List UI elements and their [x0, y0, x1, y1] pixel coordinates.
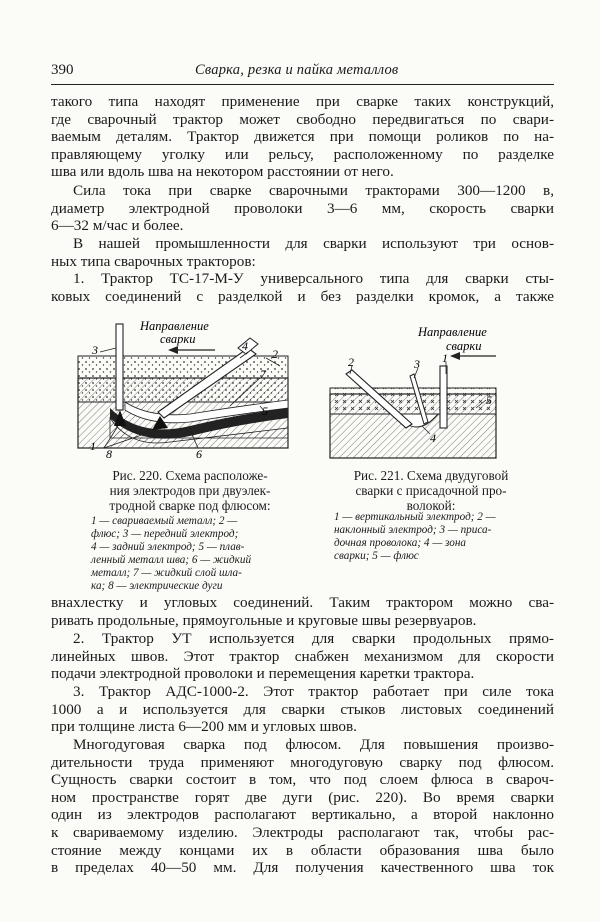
- page-number: 390: [51, 62, 74, 78]
- callout-number: 3: [414, 357, 420, 371]
- direction-label: сварки: [446, 339, 482, 353]
- front-electrode: [116, 324, 123, 410]
- direction-label: Направление: [140, 319, 209, 333]
- paragraph-3: [51, 235, 554, 270]
- paragraph-8: [51, 736, 554, 877]
- text-line: ном пространстве горят две дуги (рис. 220). Во время сварки: [51, 788, 554, 806]
- text-line: 2. Трактор УТ используется для сварки продольных прямо-: [73, 630, 554, 647]
- text-line: ных типа сварочных тракторов:: [51, 252, 256, 270]
- rear-electrode-holder: [238, 338, 258, 354]
- text-line: внахлестку и угловых соединений. Таким трактором можно сва-: [51, 594, 554, 611]
- text-line: при толщине листа 6—200 мм и угловых швов.: [51, 718, 357, 736]
- flux-layer: [330, 388, 496, 414]
- text-line: стояние между концами их в области образования шва было: [51, 841, 554, 859]
- header-rule: [51, 84, 554, 85]
- text-line: В нашей промышленности для сварки используют три основ-: [73, 235, 554, 252]
- text-line: ваемым деталям. Трактор движется при помощи роликов по на-: [51, 128, 554, 146]
- text-line: к свариваемому изделию. Электроды располагают так, чтобы рас-: [51, 823, 554, 841]
- callout-number: 6: [196, 447, 202, 458]
- callout-number: 2: [272, 347, 278, 361]
- paragraph-5: [51, 594, 554, 629]
- callout-number: 4: [430, 431, 436, 445]
- text-line: дительности труда применяют многодуговую сварку под флюсом.: [51, 753, 554, 771]
- text-line: 1000 а и используется для сварки стыков листовых соединений: [51, 700, 554, 718]
- text-line: один из электродов располагают вертикально, а второй наклонно: [51, 806, 554, 824]
- direction-arrowhead: [168, 346, 178, 354]
- text-line: линейных швов. Этот трактор снабжен механизмом для скорости: [51, 647, 554, 665]
- callout-number: 1: [442, 351, 448, 365]
- callout-number: 8: [106, 447, 112, 458]
- figure-221-diagram: [326, 322, 516, 460]
- callout-number: 1: [90, 439, 96, 453]
- text-line: подачи электродной проволоки и перемещения каретки трактора.: [51, 665, 475, 683]
- direction-label: сварки: [160, 332, 196, 346]
- text-line: Многодуговая сварка под флюсом. Для повышения произво-: [73, 736, 554, 753]
- text-line: 6—32 м/час и более.: [51, 217, 184, 235]
- paragraph-6: [51, 630, 554, 683]
- callout-number: 5: [486, 393, 492, 407]
- text-line: правляющему уголку или рельсу, расположенному по разделке: [51, 145, 554, 163]
- figure-220-diagram: [70, 318, 310, 458]
- vertical-electrode: [440, 366, 447, 428]
- callout-number: 4: [242, 339, 248, 353]
- text-line: 1. Трактор ТС-17-М-У универсального типа для сварки сты-: [73, 270, 554, 287]
- figure-220-caption: Рис. 220. Схема расположе- ния электродов при двуэлек- тродной сварке под флюсом:: [109, 468, 271, 514]
- text-line: шва или вдоль шва на некотором расстоянии от него.: [51, 163, 394, 181]
- text-line: 3. Трактор АДС-1000-2. Этот трактор работает при силе тока: [73, 683, 554, 700]
- paragraph-2: [51, 182, 554, 235]
- text-line: Сущность сварки состоит в том, что под слоем флюса в свароч-: [51, 771, 554, 789]
- text-line: ривать продольные, прямоугольные и круговые швы резервуаров.: [51, 611, 477, 629]
- text-line: в пределах 40—50 мм. Для получения качественного шва ток: [51, 859, 554, 877]
- paragraph-4: [51, 270, 554, 305]
- paragraph-1: [51, 93, 554, 181]
- callout-number: 2: [348, 355, 354, 369]
- text-line: такого типа находят применение при сварке таких конструкций,: [51, 93, 554, 110]
- direction-label: Направление: [418, 325, 487, 339]
- paragraph-7: [51, 683, 554, 736]
- figure-221-caption: Рис. 221. Схема двудуговой сварки с присадочной про- волокой:: [353, 468, 509, 514]
- text-line: диаметр электродной проволоки 3—6 мм, скорость сварки: [51, 199, 554, 217]
- callout-number: 5: [262, 404, 268, 418]
- figure-220-legend: 1 — свариваемый металл; 2 — флюс; 3 — передний электрод; 4 — задний электрод; 5 — плав- ленный металл шва; 6 — жидкий металл; 7 — жидкий слой шла- ка; 8 — электрические дуги: [91, 515, 252, 592]
- text-line: где сварочный трактор может свободно передвигаться по свари-: [51, 110, 554, 128]
- running-title: Сварка, резка и пайка металлов: [195, 62, 399, 78]
- text-line: Сила тока при сварке сварочными тракторами 300—1200 в,: [73, 182, 554, 199]
- figure-221-legend: 1 — вертикальный электрод; 2 — наклонный электрод; 3 — приса- дочная проволока; 4 — зона сварки; 5 — флюс: [334, 511, 496, 562]
- text-line: ковых соединений с разделкой и без разделки кромок, а также: [51, 287, 554, 305]
- callout-number: 3: [92, 343, 98, 357]
- callout-number: 7: [260, 367, 266, 381]
